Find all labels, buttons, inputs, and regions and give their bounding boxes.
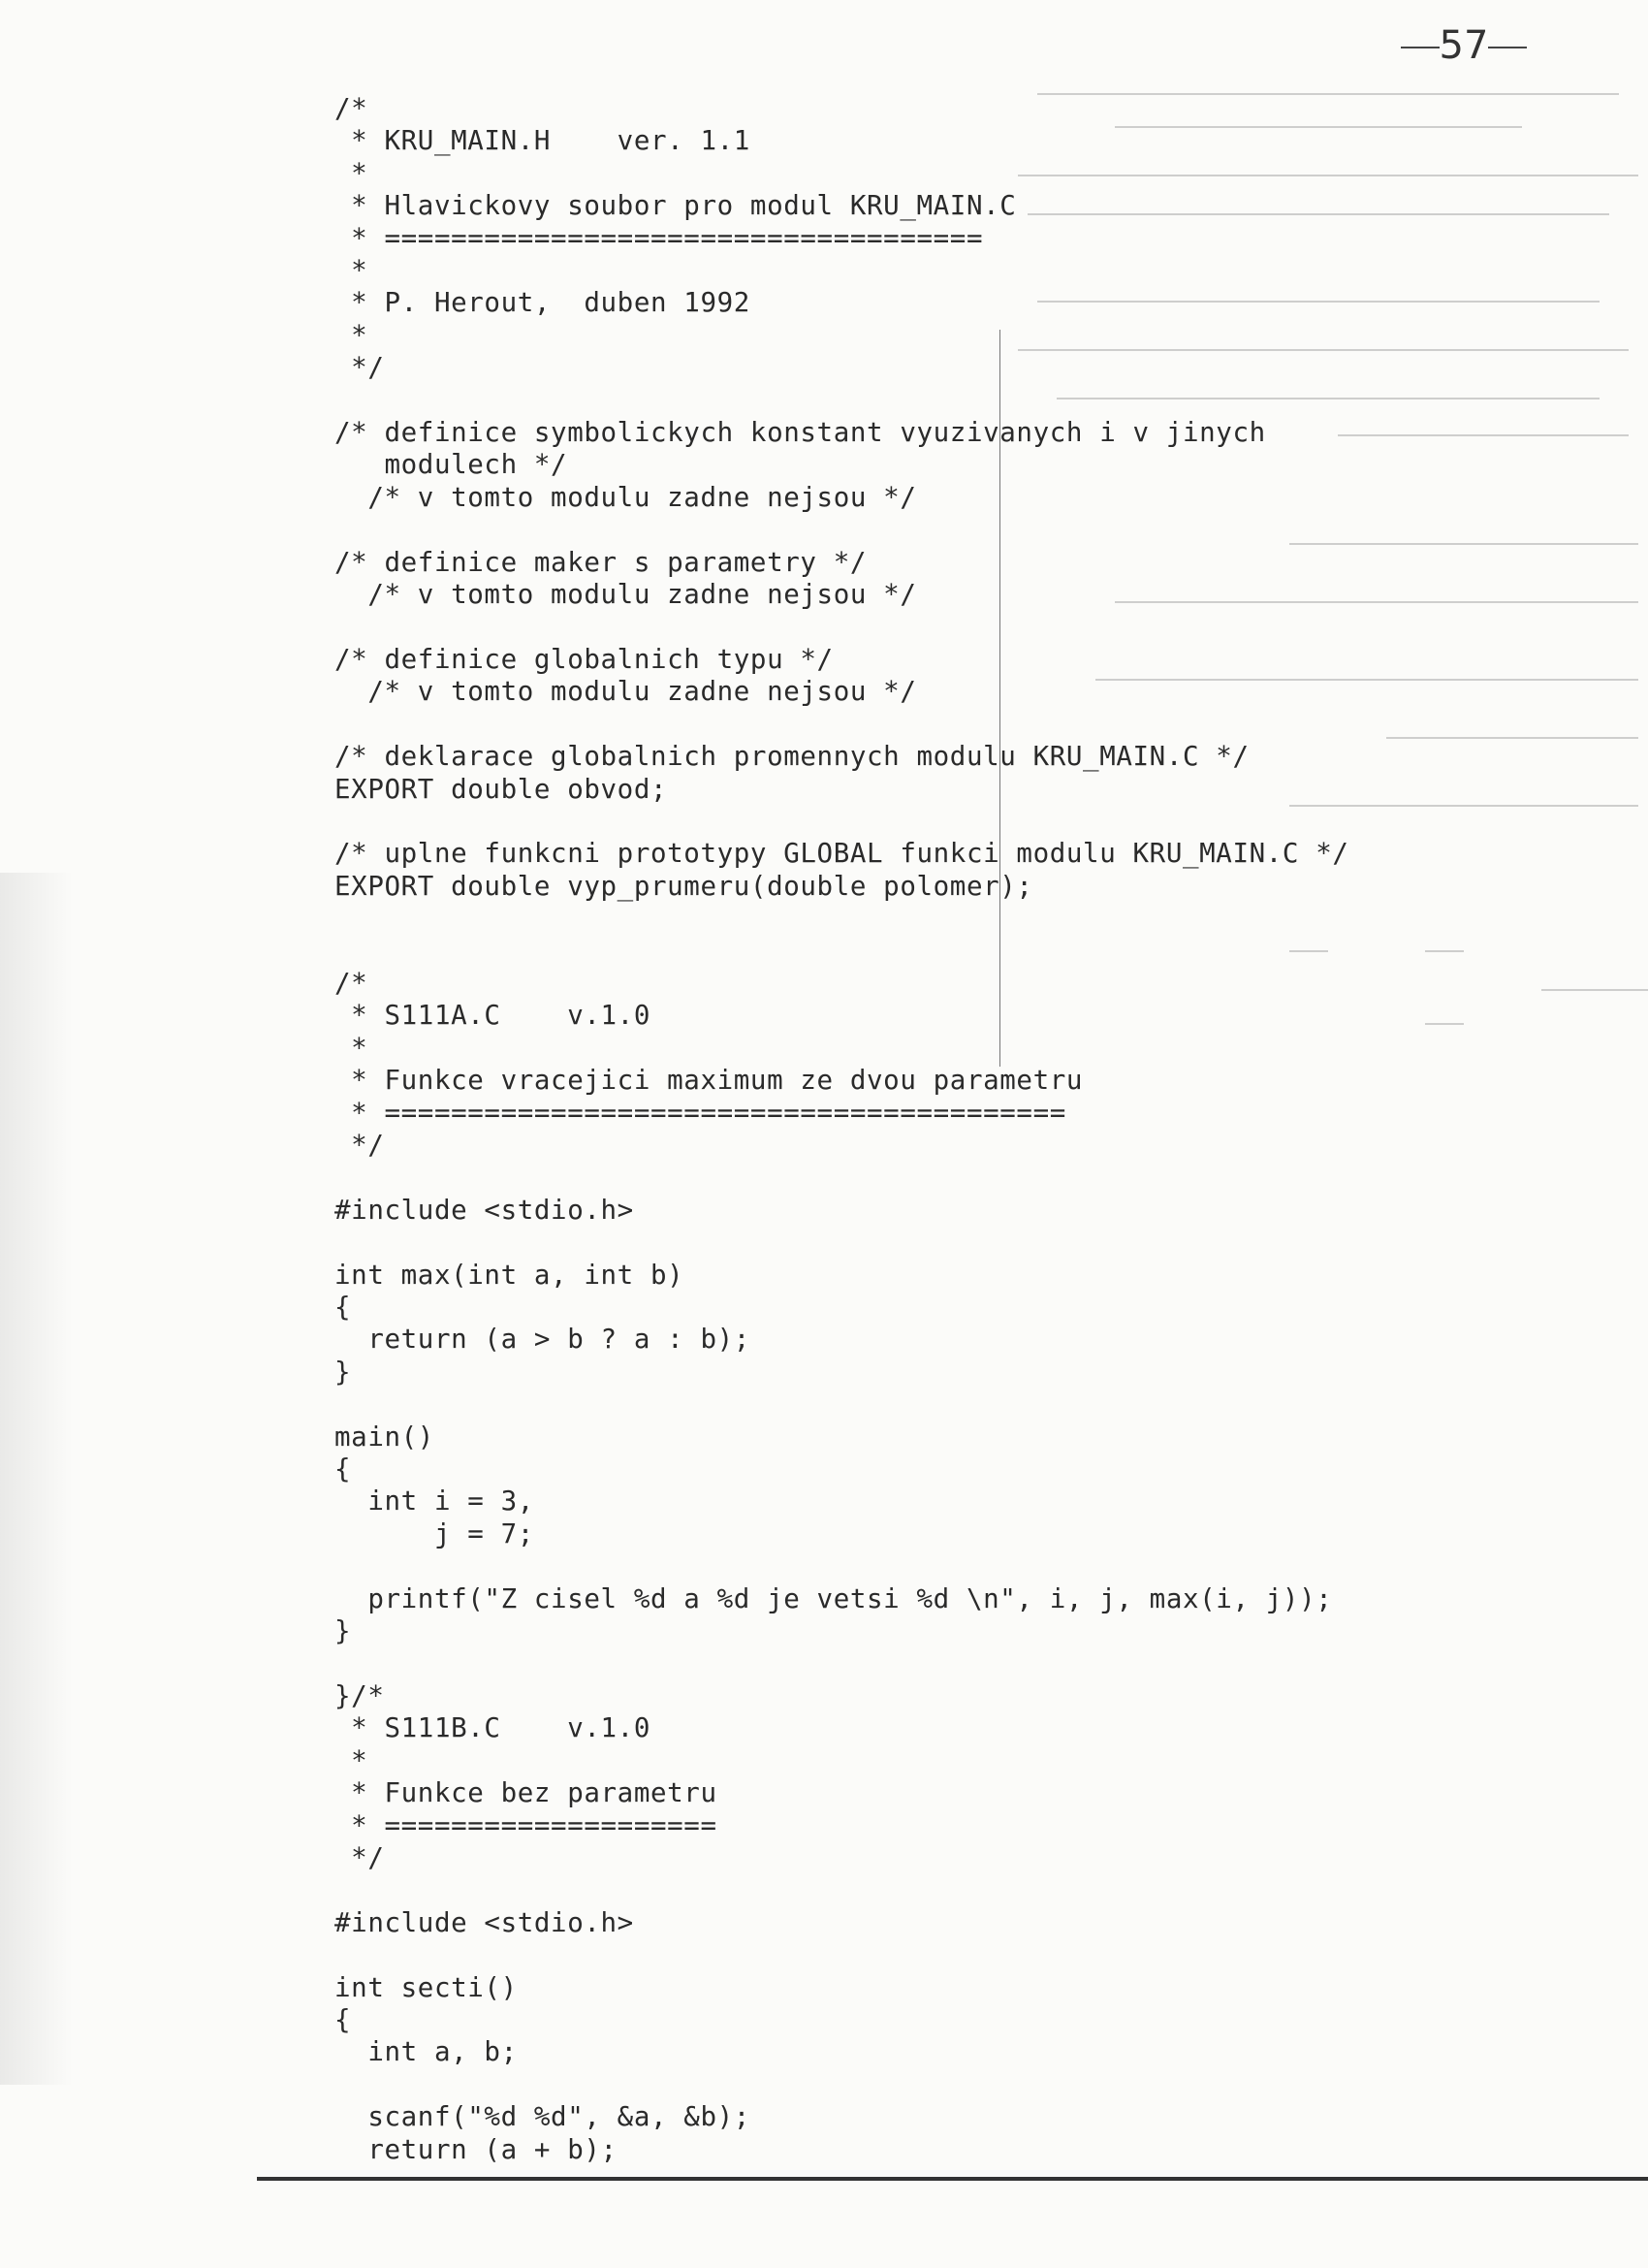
pencil-stroke	[1541, 989, 1648, 991]
bottom-rule	[257, 2177, 1648, 2181]
page-number-dash-right	[1488, 47, 1527, 48]
page-number-value: 57	[1439, 23, 1489, 68]
pencil-stroke	[1338, 434, 1629, 436]
pencil-stroke	[1425, 1023, 1464, 1025]
source-code-listing: /* * KRU_MAIN.H ver. 1.1 * * Hlavickovy soubor pro modul KRU_MAIN.C * ==================================== * * P. Herout, duben 1992 * */ /* definice symbolickych konstant vyuzivanych i v jinych modulech */ /* v tomto modulu zadne nejsou */ /* definice maker s parametry */ /* v tomto modulu zadne nejsou */ /* definice globalnich typu */ /* v tomto modulu zadne nejsou */ /* deklarace globalnich promennych modulu KRU_MAIN.C */ EXPORT double obvod; /* uplne funkcni prototypy GLOBAL funkci modulu KRU_MAIN.C */ EXPORT double vyp_prumeru(double polomer); /* * S111A.C v.1.0 * * Funkce vracejici maximum ze dvou parametru * ========================================= */ #include <stdio.h> int max(int a, int b) { return (a > b ? a : b); } main() { int i = 3, j = 7; printf("Z cisel %d a %d je vetsi %d \n", i, j, max(i, j)); } }/* * S111B.C v.1.0 * * Funkce bez parametru * ==================== */ #include <stdio.h> int secti() { int a, b; scanf("%d %d", &a, &b); return (a + b);	[334, 93, 1349, 2165]
pencil-stroke	[1425, 950, 1464, 952]
page-number-dash-left	[1401, 47, 1440, 48]
pencil-stroke	[1386, 737, 1638, 739]
scan-edge-shadow	[0, 873, 73, 2085]
